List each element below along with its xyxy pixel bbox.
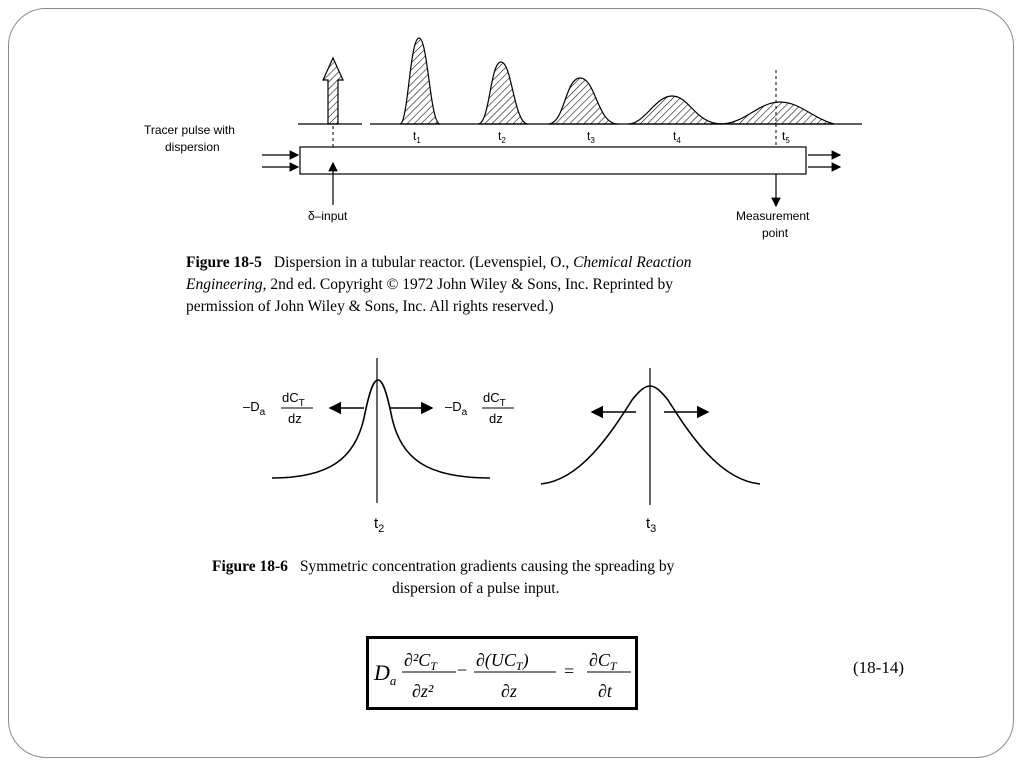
caption-18-5-text-a: Dispersion in a tubular reactor. (Levenspiel, O., — [273, 254, 574, 271]
delta-input-pulse-arrow — [323, 58, 343, 124]
pulse-peak-t5 — [720, 102, 834, 124]
flux-minus-D-left: $-D_a$ — [243, 399, 266, 418]
eq-term1-den: ∂z² — [412, 681, 434, 701]
time-label-t5: $t_5$ — [782, 129, 790, 145]
t2-label: $t_2$ — [374, 515, 385, 535]
flux-minus-D-right: $-D_a$ — [445, 399, 468, 418]
t3-label: $t_3$ — [646, 515, 657, 535]
figure-18-6 — [243, 358, 760, 535]
delta-input-label: δ–input — [308, 209, 348, 223]
flux-den-left: dz — [288, 411, 302, 426]
caption-18-5-italic-b: Engineering — [186, 276, 263, 293]
caption-18-6-line2: dispersion of a pulse input. — [392, 580, 560, 597]
eq-term2-num: $\partial(UC_T)$ — [476, 650, 529, 673]
measurement-label-line2: point — [762, 226, 789, 240]
flux-den-right: dz — [489, 411, 503, 426]
time-label-t1: $t_1$ — [413, 129, 421, 145]
pulse-peak-t3 — [548, 78, 618, 124]
caption-18-5-text-b: , 2nd ed. Copyright © 1972 John Wiley & Sons, Inc. Reprinted by — [262, 276, 674, 293]
eq-term1-num: $\partial^2C_T$ — [404, 650, 437, 673]
pulse-peak-t1 — [400, 38, 440, 124]
eq-term3-den: ∂t — [598, 681, 612, 701]
tubular-reactor — [300, 147, 806, 174]
eq-term3-num: $\partial C_T$ — [589, 650, 617, 673]
eq-minus: − — [457, 660, 468, 680]
caption-18-5-line1 — [186, 252, 826, 274]
time-label-t4: $t_4$ — [673, 129, 681, 145]
equation-box — [366, 636, 638, 710]
pulse-peak-t4 — [628, 96, 722, 124]
pulse-peak-t2 — [478, 62, 528, 124]
eq-equals: = — [564, 661, 575, 681]
eq-term2-den: ∂z — [501, 681, 517, 701]
caption-18-6-label: Figure 18-6 — [212, 558, 288, 575]
caption-18-5-label: Figure 18-5 — [186, 254, 262, 271]
flux-num-right: $dC_T$ — [483, 390, 506, 409]
flux-label-right — [445, 390, 514, 426]
measurement-label-line1: Measurement — [736, 209, 810, 223]
caption-18-6 — [212, 556, 812, 600]
eq-D: $D_a$ — [374, 660, 397, 688]
curve-t2 — [272, 380, 490, 478]
caption-18-6-text-a: Symmetric concentration gradients causing the spreading by — [299, 558, 675, 575]
caption-18-5 — [186, 252, 826, 318]
flux-label-left — [243, 390, 313, 426]
caption-18-6-line1 — [212, 556, 812, 578]
time-label-t3: $t_3$ — [587, 129, 595, 145]
equation-number: (18-14) — [853, 658, 904, 677]
tracer-label-line2: dispersion — [165, 140, 220, 154]
time-label-t2: $t_2$ — [498, 129, 506, 145]
caption-18-5-line2 — [186, 274, 826, 296]
tracer-label-line1: Tracer pulse with — [144, 123, 235, 137]
flux-num-left: $dC_T$ — [282, 390, 305, 409]
caption-18-5-italic-a: Chemical Reaction — [573, 254, 692, 271]
caption-18-5-line3: permission of John Wiley & Sons, Inc. All rights reserved.) — [186, 298, 554, 315]
figure-18-5 — [144, 38, 862, 240]
